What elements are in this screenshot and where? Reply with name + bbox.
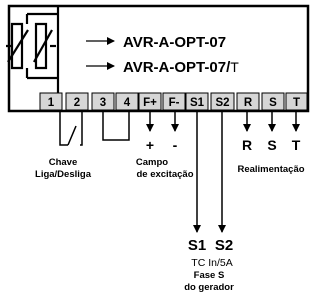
jumper-wire [103, 111, 129, 140]
ct-rating-label: TC In/5A [191, 257, 233, 269]
switch-label-line-1: Chave [48, 157, 78, 168]
ct-phase-label: Fase S [193, 270, 225, 281]
terminal-f-plus-label: F+ [143, 97, 157, 109]
terminal-4-label: 4 [123, 97, 131, 109]
model-name-1: AVR-A-OPT-07 [123, 34, 227, 51]
switch-label-line-2: Liga/Desliga [35, 169, 91, 180]
terminal-3-label: 3 [99, 97, 107, 109]
terminal-s2-label: S2 [215, 97, 230, 109]
terminal-s1-label: S1 [189, 97, 205, 109]
terminal-t-label: T [292, 97, 301, 109]
field-label-line-1: Campo [135, 157, 169, 168]
feedback-s-label: S [267, 137, 277, 153]
ct-s2-label: S2 [214, 237, 234, 254]
terminal-1-label: 1 [47, 97, 55, 109]
feedback-r-label: R [241, 137, 253, 153]
ct-s1-label: S1 [187, 237, 207, 254]
terminal-strip [40, 93, 307, 110]
terminal-r-label: R [243, 97, 253, 109]
model-name-2: AVR-A-OPT-07/T [123, 59, 239, 76]
field-plus-sign: + [145, 137, 155, 153]
feedback-label: Realimentação [237, 164, 305, 175]
field-minus-sign: - [172, 137, 178, 153]
terminal-f-minus-label: F- [168, 97, 180, 109]
switch-icon [60, 111, 82, 145]
field-label-line-2: de excitação [136, 169, 194, 180]
feedback-t-label: T [291, 137, 301, 153]
terminal-2-label: 2 [73, 97, 81, 109]
ct-generator-label: do gerador [184, 282, 234, 293]
terminal-s-label: S [269, 97, 277, 109]
